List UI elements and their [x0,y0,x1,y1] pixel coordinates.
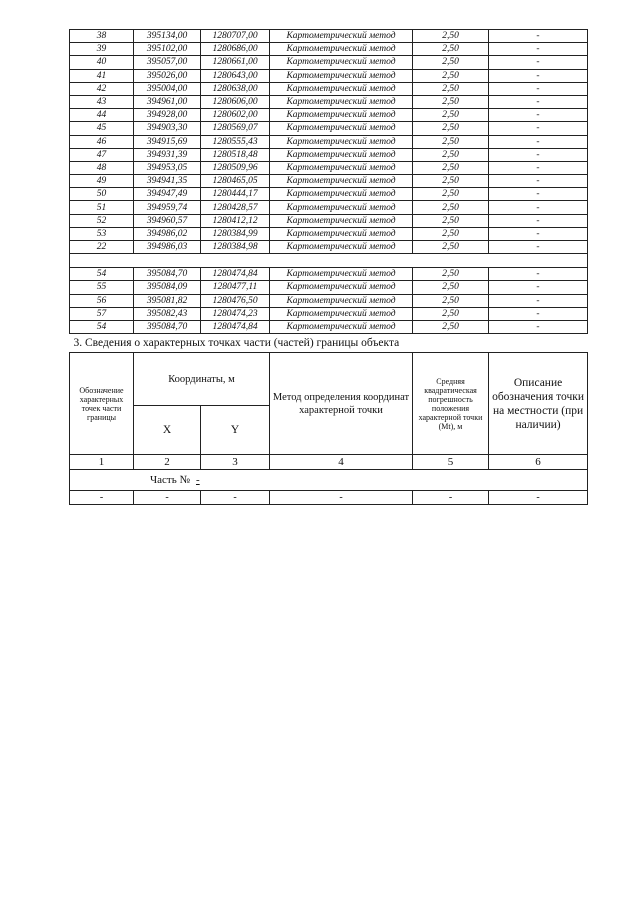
table-row [70,281,588,294]
table-cell: Картометрический метод [270,241,413,254]
table-cell: 1280638,00 [201,82,270,95]
table-cell: Картометрический метод [270,135,413,148]
empty-cell: - [134,491,201,505]
table-row [70,268,588,281]
table-cell: 2,50 [413,214,489,227]
table-cell: Картометрический метод [270,294,413,307]
table-row [70,135,588,148]
table-cell: - [489,30,588,43]
table-cell: 38 [70,30,134,43]
table-cell: - [489,201,588,214]
table-cell: 54 [70,320,134,333]
table-row [70,148,588,161]
table-cell: 2,50 [413,268,489,281]
table-cell: Картометрический метод [270,161,413,174]
table-cell: 56 [70,294,134,307]
table-cell: - [489,281,588,294]
table-cell: 1280444,17 [201,188,270,201]
table-cell: Картометрический метод [270,95,413,108]
table-cell: - [489,214,588,227]
table-cell: 1280474,84 [201,320,270,333]
table-cell: 2,50 [413,135,489,148]
table-cell: 2,50 [413,148,489,161]
table-cell: - [489,56,588,69]
table-cell: - [489,122,588,135]
table-cell: 2,50 [413,69,489,82]
table-row [70,82,588,95]
table-row [70,43,588,56]
table-cell: 1280661,00 [201,56,270,69]
section3-table [69,334,588,505]
table-cell: 395084,09 [134,281,201,294]
table-row [70,95,588,108]
table-cell: Картометрический метод [270,69,413,82]
table-cell: 2,50 [413,294,489,307]
table-cell: 42 [70,82,134,95]
table-cell: 394986,02 [134,227,201,240]
table-cell: - [489,175,588,188]
table-cell: 1280477,11 [201,281,270,294]
table-cell: 1280569,07 [201,122,270,135]
table-cell: Картометрический метод [270,214,413,227]
column-number: 3 [201,455,270,470]
table-cell: 54 [70,268,134,281]
table-cell: 1280606,00 [201,95,270,108]
table-cell: 1280428,57 [201,201,270,214]
table-cell: 50 [70,188,134,201]
table-cell: 2,50 [413,43,489,56]
part-value: - [195,474,200,487]
table-cell: Картометрический метод [270,30,413,43]
table-cell: Картометрический метод [270,109,413,122]
table-cell: 394960,57 [134,214,201,227]
table-row [70,122,588,135]
table-cell: 1280707,00 [201,30,270,43]
table-cell: 394961,00 [134,95,201,108]
table-cell: 52 [70,214,134,227]
table-cell: 22 [70,241,134,254]
table-cell: 394903,30 [134,122,201,135]
table-cell: - [489,135,588,148]
table-cell: 394986,03 [134,241,201,254]
column-number: 2 [134,455,201,470]
table-cell: Картометрический метод [270,43,413,56]
table-cell: 2,50 [413,82,489,95]
table-cell: Картометрический метод [270,227,413,240]
table-cell: 45 [70,122,134,135]
empty-cell: - [489,491,588,505]
table-cell: 394947,49 [134,188,201,201]
column-numbers-row [70,455,588,470]
column-number: 6 [489,455,588,470]
table-cell: Картометрический метод [270,188,413,201]
table-cell: Картометрический метод [270,56,413,69]
table-cell: 55 [70,281,134,294]
table-row [70,188,588,201]
table-cell: Картометрический метод [270,201,413,214]
table-cell: 395102,00 [134,43,201,56]
table-row [70,241,588,254]
empty-data-row [70,491,588,505]
table-cell: 395081,82 [134,294,201,307]
table-cell: - [489,95,588,108]
table-cell: 2,50 [413,241,489,254]
coordinates-table-top [69,29,588,334]
table-cell: 51 [70,201,134,214]
table-cell: 2,50 [413,188,489,201]
table-cell: 1280476,50 [201,294,270,307]
table-cell: 1280643,00 [201,69,270,82]
table-cell: 1280602,00 [201,109,270,122]
table-cell: 1280412,12 [201,214,270,227]
table-cell: 1280509,96 [201,161,270,174]
table-cell: Картометрический метод [270,281,413,294]
empty-cell: - [201,491,270,505]
table-cell: - [489,268,588,281]
table-cell: - [489,241,588,254]
table-row [70,109,588,122]
section3-title: 3. Сведения о характерных точках части (частей) границы объекта [70,334,588,353]
table-cell: 49 [70,175,134,188]
table-cell: 394959,74 [134,201,201,214]
part-row [70,470,588,491]
table-cell: 2,50 [413,201,489,214]
table-cell: 395134,00 [134,30,201,43]
part-label: Часть № [150,474,190,487]
table-cell: 1280518,48 [201,148,270,161]
header-y: Y [201,406,270,455]
table-cell: - [489,43,588,56]
table-cell: 394941,35 [134,175,201,188]
table-cell: 39 [70,43,134,56]
header-point-designation: Обозначение характерных точек части границы [70,353,134,455]
table-cell: - [489,69,588,82]
table-cell: 57 [70,307,134,320]
table-cell: 2,50 [413,30,489,43]
table-row [70,175,588,188]
table-cell: 2,50 [413,56,489,69]
table-row [70,161,588,174]
table-row [70,69,588,82]
table-cell: Картометрический метод [270,268,413,281]
table-cell: 2,50 [413,307,489,320]
column-number: 4 [270,455,413,470]
table-row [70,307,588,320]
table-cell: 46 [70,135,134,148]
table-cell: - [489,188,588,201]
table-cell: Картометрический метод [270,320,413,333]
table-cell: - [489,294,588,307]
table-row [70,30,588,43]
points-group-1 [70,30,588,254]
header-description: Описание обозначения точки на местности (при наличии) [489,353,588,455]
table-cell: - [489,148,588,161]
table-cell: - [489,320,588,333]
header-accuracy: Средняя квадратическая погрешность положения характерной точки (Mt), м [413,353,489,455]
table-row [70,227,588,240]
table-cell: 2,50 [413,227,489,240]
document-page [69,29,587,505]
empty-cell: - [413,491,489,505]
table-row [70,214,588,227]
table-cell: 1280686,00 [201,43,270,56]
table-cell: 40 [70,56,134,69]
table-cell: 394953,05 [134,161,201,174]
table-cell: 395026,00 [134,69,201,82]
table-row [70,201,588,214]
table-cell: 1280474,23 [201,307,270,320]
table-cell: 1280384,99 [201,227,270,240]
table-cell: 2,50 [413,109,489,122]
table-cell: 53 [70,227,134,240]
table-cell: 2,50 [413,122,489,135]
header-x: X [134,406,201,455]
table-cell: 395057,00 [134,56,201,69]
table-cell: Картометрический метод [270,148,413,161]
table-cell: 2,50 [413,281,489,294]
table-row [70,320,588,333]
table-cell: - [489,227,588,240]
header-coordinates: Координаты, м [134,353,270,406]
header-method: Метод определения координат характерной точки [270,353,413,455]
table-cell: 2,50 [413,95,489,108]
table-cell: 395082,43 [134,307,201,320]
table-row [70,56,588,69]
table-cell: 394931,39 [134,148,201,161]
table-cell: 2,50 [413,161,489,174]
table-cell: - [489,82,588,95]
table-cell: - [489,109,588,122]
table-cell: 41 [70,69,134,82]
table-cell: 47 [70,148,134,161]
column-number: 1 [70,455,134,470]
table-cell: 2,50 [413,175,489,188]
table-cell: 395084,70 [134,268,201,281]
table-cell: - [489,307,588,320]
empty-cell: - [70,491,134,505]
table-cell: 394915,69 [134,135,201,148]
column-number: 5 [413,455,489,470]
table-cell: - [489,161,588,174]
table-cell: 44 [70,109,134,122]
points-group-2 [70,268,588,334]
table-cell: 394928,00 [134,109,201,122]
group-separator [70,254,588,268]
table-cell: 395004,00 [134,82,201,95]
table-cell: 1280465,05 [201,175,270,188]
table-cell: Картометрический метод [270,82,413,95]
table-cell: Картометрический метод [270,307,413,320]
table-cell: 1280384,98 [201,241,270,254]
table-cell: Картометрический метод [270,122,413,135]
table-cell: 48 [70,161,134,174]
table-cell: 395084,70 [134,320,201,333]
empty-cell: - [270,491,413,505]
table-cell: 2,50 [413,320,489,333]
table-cell: Картометрический метод [270,175,413,188]
table-cell: 1280474,84 [201,268,270,281]
table-row [70,294,588,307]
table-cell: 43 [70,95,134,108]
table-cell: 1280555,43 [201,135,270,148]
